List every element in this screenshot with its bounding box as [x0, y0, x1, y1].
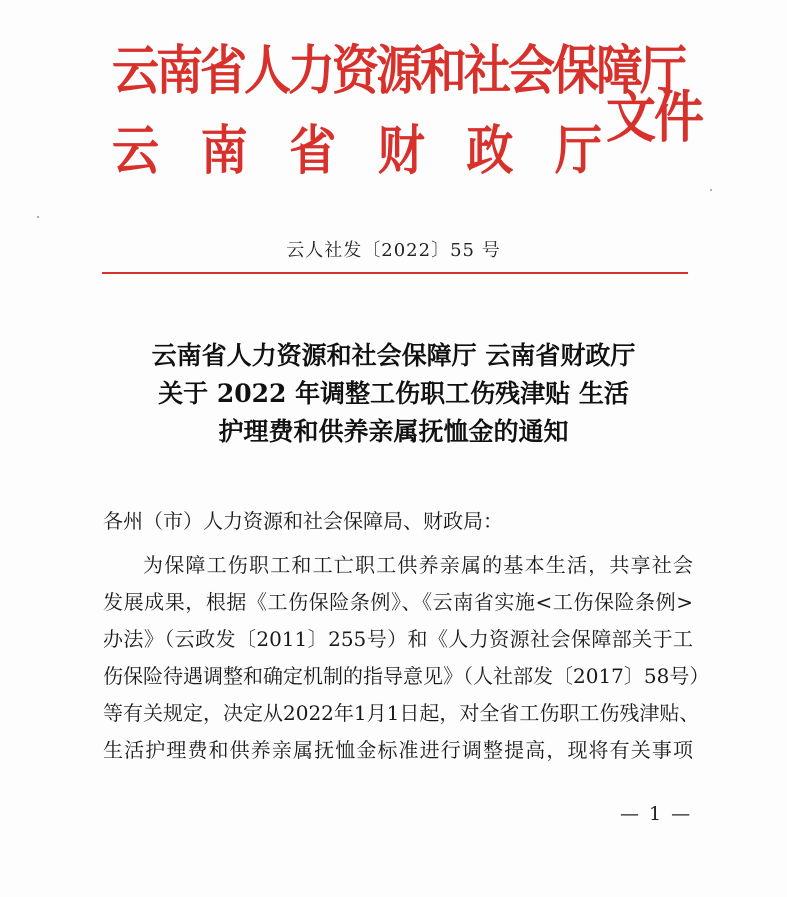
masthead-issuer-1: 云南省人力资源和社会保障厅 — [112, 40, 684, 102]
masthead-issuer-2-char: 省 — [289, 120, 337, 182]
document-title — [0, 337, 787, 451]
document-number: 云人社发〔2022〕55 号 — [286, 240, 501, 261]
page-number: — 1 — — [620, 803, 693, 825]
red-masthead — [96, 34, 702, 184]
body-line: 为保障工伤职工和工亡职工供养亲属的基本生活，共享社会 — [143, 553, 693, 577]
scan-speck — [710, 189, 712, 191]
body-line: 伤保险待遇调整和确定机制的指导意见》（人社部发〔2017〕58号） — [103, 664, 710, 688]
masthead-issuer-2-char: 云 — [112, 120, 159, 182]
body-line: 生活护理费和供养亲属抚恤金标准进行调整提高，现将有关事项 — [103, 738, 693, 762]
body-line: 发展成果，根据《工伤保险条例》、《云南省实施<工伤保险条例> — [103, 590, 693, 614]
title-line-2: 关于 2022 年调整工伤职工伤残津贴 生活 — [158, 379, 629, 408]
masthead-issuer-2-char: 厅 — [554, 120, 602, 182]
title-line-3: 护理费和供养亲属抚恤金的通知 — [218, 417, 569, 446]
red-divider-line — [102, 272, 688, 274]
masthead-issuer-2-char: 财 — [377, 120, 425, 182]
body-line: 办法》（云政发〔2011〕255号）和《人力资源社会保障部关于工 — [103, 627, 693, 651]
masthead-document-label: 文件 — [606, 84, 702, 151]
body-paragraph — [103, 547, 710, 769]
masthead-issuer-2-char: 南 — [200, 120, 248, 182]
masthead-issuer-2-char: 政 — [466, 120, 514, 182]
masthead-issuer-2 — [112, 118, 602, 185]
body-line: 等有关规定，决定从2022年1月1日起，对全省工伤职工伤残津贴、 — [103, 701, 700, 725]
scan-speck — [37, 216, 39, 218]
recipient-line: 各州（市）人力资源和社会保障局、财政局： — [103, 509, 503, 533]
title-line-1: 云南省人力资源和社会保障厅 云南省财政厅 — [151, 341, 636, 370]
